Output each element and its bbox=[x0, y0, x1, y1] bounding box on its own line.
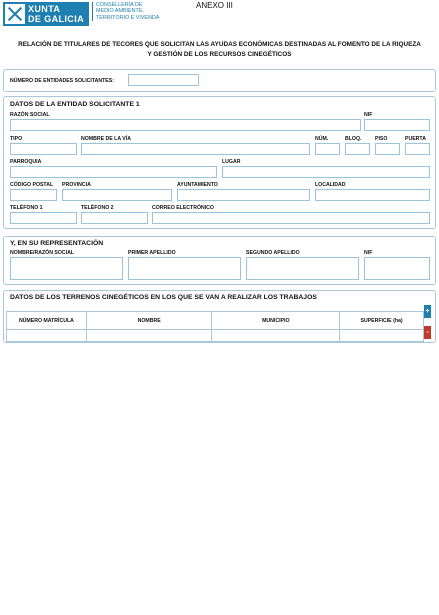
telefono2-field[interactable] bbox=[81, 212, 148, 224]
localidad-field[interactable] bbox=[315, 189, 430, 201]
telefono1-field[interactable] bbox=[10, 212, 77, 224]
primer-apellido-field[interactable] bbox=[128, 257, 241, 280]
codigo-postal-field[interactable] bbox=[10, 189, 57, 201]
cell-numero-matricula[interactable] bbox=[7, 330, 87, 342]
remove-row-button[interactable]: - bbox=[424, 326, 431, 339]
num-entidades-field[interactable] bbox=[128, 74, 199, 86]
conselleria-name: CONSELLERÍA DE MEDIO AMBIENTE, TERRITORIO E VIVENDA bbox=[92, 2, 192, 21]
segundo-apellido-field[interactable] bbox=[246, 257, 359, 280]
nombre-via-field[interactable] bbox=[81, 143, 310, 155]
nombre-representante-field[interactable] bbox=[10, 257, 123, 280]
razon-social-field[interactable] bbox=[10, 119, 361, 131]
parroquia-field[interactable] bbox=[10, 166, 217, 178]
num-entidades-label: NÚMERO DE ENTIDADES SOLICITANTES: bbox=[10, 78, 114, 84]
representacion-box: Y, EN SU REPRESENTACIÓN NOMBRE/RAZÓN SOCIAL PRIMER APELLIDO SEGUNDO APELLIDO NIF bbox=[3, 236, 436, 285]
tipo-field[interactable] bbox=[10, 143, 77, 155]
correo-field[interactable] bbox=[152, 212, 430, 224]
document-title: RELACIÓN DE TITULARES DE TECORES QUE SOLICITAN LAS AYUDAS ECONÓMICAS DESTINADAS AL FOMENTO DE LA RIQUEZA Y GESTIÓN DE LOS RECURSOS CINEGÉTICOS bbox=[18, 41, 421, 58]
terrenos-table bbox=[6, 311, 424, 342]
terrenos-section-title: DATOS DE LOS TERRENOS CINEGÉTICOS EN LOS QUE SE VAN A REALIZAR LOS TRABAJOS bbox=[10, 294, 317, 301]
xunta-logo bbox=[3, 2, 89, 26]
logo-text-line1: XUNTA bbox=[28, 4, 61, 14]
col-superficie: SUPERFICIE (ha) bbox=[340, 312, 424, 330]
num-field[interactable] bbox=[315, 143, 340, 155]
logo-text-line2: DE GALICIA bbox=[28, 14, 85, 24]
cell-municipio[interactable] bbox=[212, 330, 340, 342]
nif-field[interactable] bbox=[364, 119, 430, 131]
nif-representante-field[interactable] bbox=[364, 257, 430, 280]
col-numero-matricula: NÚMERO MATRÍCULA bbox=[7, 312, 87, 330]
bloq-field[interactable] bbox=[345, 143, 370, 155]
entidad-box: DATOS DE LA ENTIDAD SOLICITANTE 1 RAZÓN SOCIAL NIF TIPO NOMBRE DE LA VÍA NÚM. BLOQ. PISO PUERTA PARROQUIA LUGAR CÓDIGO POSTAL PROVINCIA AYUNTAMIENTO LOCALIDAD TELÉFONO 1 TELÉFONO 2 CORREO ELECTRÓNICO bbox=[3, 96, 436, 229]
table-row bbox=[7, 330, 424, 342]
cell-nombre[interactable] bbox=[86, 330, 212, 342]
provincia-field[interactable] bbox=[62, 189, 172, 201]
representacion-section-title: Y, EN SU REPRESENTACIÓN bbox=[10, 240, 104, 247]
add-row-button[interactable]: + bbox=[424, 305, 431, 318]
col-municipio: MUNICIPIO bbox=[212, 312, 340, 330]
cell-superficie[interactable] bbox=[340, 330, 424, 342]
col-nombre: NOMBRE bbox=[86, 312, 212, 330]
puerta-field[interactable] bbox=[405, 143, 430, 155]
num-entidades-box bbox=[3, 69, 436, 92]
table-header-row bbox=[7, 312, 424, 330]
piso-field[interactable] bbox=[375, 143, 400, 155]
entidad-section-title: DATOS DE LA ENTIDAD SOLICITANTE 1 bbox=[10, 101, 140, 108]
ayuntamiento-field[interactable] bbox=[177, 189, 310, 201]
lugar-field[interactable] bbox=[222, 166, 430, 178]
anexo-label: ANEXO III bbox=[196, 1, 233, 10]
header bbox=[0, 0, 439, 30]
